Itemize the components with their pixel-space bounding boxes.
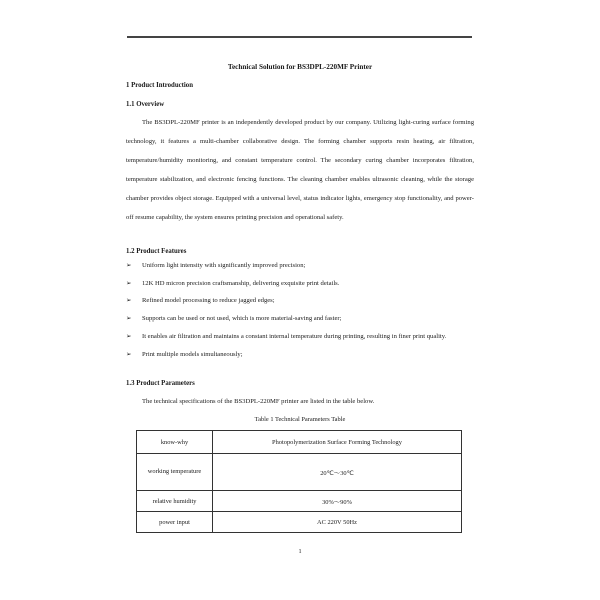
- feature-item: ➢ Supports can be used or not used, which is more material-saving and faster;: [126, 310, 474, 328]
- table-row: [137, 512, 462, 533]
- arrowhead-bullet-icon: ➢: [126, 262, 132, 269]
- param-value: Photopolymerization Surface Forming Technology: [213, 431, 462, 454]
- features-list: [126, 257, 474, 364]
- section-heading-parameters: 1.3 Product Parameters: [126, 380, 195, 387]
- page-number: 1: [298, 548, 302, 555]
- arrowhead-bullet-icon: ➢: [126, 314, 132, 322]
- table-row: [137, 491, 462, 512]
- param-label: power input: [137, 512, 213, 533]
- arrowhead-bullet-icon: ➢: [126, 333, 132, 340]
- section-heading-features: 1.2 Product Features: [126, 248, 187, 255]
- parameters-table: [136, 430, 462, 533]
- param-value: 30%～90%: [213, 491, 462, 512]
- feature-item: ➢ Refined model processing to reduce jagged edges;: [126, 292, 474, 310]
- document-title: Technical Solution for BS3DPL-220MF Printer: [227, 63, 373, 71]
- section-heading-overview: 1.1 Overview: [126, 101, 165, 108]
- feature-item: ➢ It enables air filtration and maintains a constant internal temperature during printing, resulting in finer print quality.: [126, 327, 474, 346]
- param-label: know-why: [137, 431, 213, 454]
- parameters-intro: The technical specifications of the BS3DPL-220MF printer are listed in the table below.: [142, 398, 375, 405]
- feature-item: ➢ Uniform light intensity with significantly improved precision;: [126, 257, 474, 275]
- table-row: [137, 431, 462, 454]
- feature-item: ➢ 12K HD micron precision craftsmanship, delivering exquisite print details.: [126, 275, 474, 293]
- table-row: [137, 454, 462, 491]
- arrowhead-bullet-icon: ➢: [126, 351, 132, 358]
- param-label: working temperature: [137, 454, 213, 491]
- param-label: relative humidity: [137, 491, 213, 512]
- overview-text: The BS3DPL-220MF printer is an independently developed product by our company. Utilizing light-curing surface forming technology, it features a multi-chamber collaborative design. The forming chamber supports resin heating, air filtration, temperature/humidity monitoring, and constant temperature control. The secondary curing chamber incorporates filtration, temperature stabilization, and electronic fencing functions. The cleaning chamber enables ultrasonic cleaning, while the storage chamber provides object storage. Equipped with a universal level, status indicator lights, emergency stop functionality, and power-off resume capability, the system ensures printing precision and operational safety.: [126, 119, 474, 222]
- param-value: AC 220V 50Hz: [213, 512, 462, 533]
- arrowhead-bullet-icon: ➢: [126, 279, 132, 287]
- section-heading-intro: 1 Product Introduction: [126, 82, 193, 89]
- feature-item: ➢ Print multiple models simultaneously;: [126, 346, 474, 364]
- table-caption: Table 1 Technical Parameters Table: [254, 416, 346, 423]
- overview-paragraph: [126, 113, 474, 228]
- header-rule: [127, 36, 472, 38]
- param-value: 20℃～30℃: [213, 454, 462, 491]
- arrowhead-bullet-icon: ➢: [126, 297, 132, 304]
